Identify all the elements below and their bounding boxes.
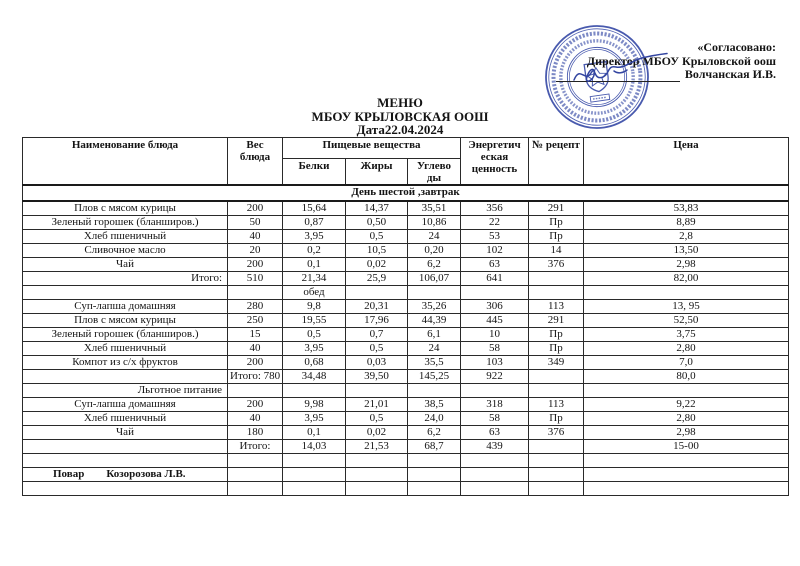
table-row bbox=[23, 342, 789, 356]
cell-energy: 306 bbox=[461, 300, 529, 314]
cell-name: Компот из с/х фруктов bbox=[23, 356, 228, 370]
header-row-1 bbox=[23, 138, 789, 159]
cell-weight: 40 bbox=[228, 342, 283, 356]
menu-table-body bbox=[23, 185, 789, 496]
cell-fat bbox=[346, 482, 408, 496]
table-row bbox=[23, 370, 789, 384]
section-row bbox=[23, 185, 789, 201]
cell-fat: 0,02 bbox=[346, 258, 408, 272]
cook-name: Козорозова Л.В. bbox=[106, 467, 186, 480]
cell-weight: 200 bbox=[228, 356, 283, 370]
cell-price: 2,8 bbox=[584, 230, 789, 244]
cell-fat: 21,53 bbox=[346, 440, 408, 454]
cell-carbs: 44,39 bbox=[408, 314, 461, 328]
cell-recipe bbox=[529, 468, 584, 482]
cell-protein: 15,64 bbox=[283, 201, 346, 216]
cell-energy bbox=[461, 384, 529, 398]
table-row bbox=[23, 398, 789, 412]
cell-name bbox=[23, 370, 228, 384]
cell-name bbox=[23, 468, 228, 482]
cell-price: 80,0 bbox=[584, 370, 789, 384]
cell-weight bbox=[228, 286, 283, 300]
cell-energy bbox=[461, 482, 529, 496]
cell-weight: 200 bbox=[228, 258, 283, 272]
header-carbs: Углево ды bbox=[408, 159, 461, 186]
table-row bbox=[23, 440, 789, 454]
cell-fat bbox=[346, 384, 408, 398]
cell-weight: Итого: 780 bbox=[228, 370, 283, 384]
cell-recipe: Пр bbox=[529, 216, 584, 230]
cell-protein: 34,48 bbox=[283, 370, 346, 384]
cell-carbs bbox=[408, 482, 461, 496]
cell-price bbox=[584, 482, 789, 496]
cell-price bbox=[584, 454, 789, 468]
menu-table-header bbox=[23, 138, 789, 186]
cell-protein bbox=[283, 454, 346, 468]
cell-recipe: 291 bbox=[529, 201, 584, 216]
cell-fat: 0,03 bbox=[346, 356, 408, 370]
cell-price: 9,22 bbox=[584, 398, 789, 412]
table-row bbox=[23, 300, 789, 314]
cell-protein: 9,8 bbox=[283, 300, 346, 314]
cell-recipe bbox=[529, 286, 584, 300]
cell-protein: 0,5 bbox=[283, 328, 346, 342]
cell-name: Чай bbox=[23, 258, 228, 272]
table-row bbox=[23, 482, 789, 496]
cell-protein: 3,95 bbox=[283, 342, 346, 356]
cell-protein: 9,98 bbox=[283, 398, 346, 412]
cell-carbs: 0,20 bbox=[408, 244, 461, 258]
cell-recipe bbox=[529, 454, 584, 468]
table-row bbox=[23, 272, 789, 286]
cell-name bbox=[23, 482, 228, 496]
cell-name: Хлеб пшеничный bbox=[23, 230, 228, 244]
cell-energy: 58 bbox=[461, 412, 529, 426]
cell-carbs bbox=[408, 384, 461, 398]
cell-weight bbox=[228, 482, 283, 496]
cell-price: 3,75 bbox=[584, 328, 789, 342]
cell-fat bbox=[346, 454, 408, 468]
header-protein: Белки bbox=[283, 159, 346, 186]
cell-carbs: 68,7 bbox=[408, 440, 461, 454]
cell-recipe: 14 bbox=[529, 244, 584, 258]
table-row bbox=[23, 286, 789, 300]
cell-price: 2,98 bbox=[584, 258, 789, 272]
cell-recipe: 291 bbox=[529, 314, 584, 328]
cell-energy: 10 bbox=[461, 328, 529, 342]
cell-price: 53,83 bbox=[584, 201, 789, 216]
cell-fat bbox=[346, 468, 408, 482]
cell-carbs: 6,1 bbox=[408, 328, 461, 342]
cell-protein: обед bbox=[283, 286, 346, 300]
table-row bbox=[23, 314, 789, 328]
cell-name: Итого: bbox=[23, 272, 228, 286]
cell-protein: 3,95 bbox=[283, 412, 346, 426]
cell-recipe: Пр bbox=[529, 230, 584, 244]
cell-fat: 0,50 bbox=[346, 216, 408, 230]
cell-energy: 445 bbox=[461, 314, 529, 328]
cell-weight: Итого: bbox=[228, 440, 283, 454]
cell-protein: 0,68 bbox=[283, 356, 346, 370]
cell-name: Льготное питание bbox=[23, 384, 228, 398]
cell-carbs: 38,5 bbox=[408, 398, 461, 412]
cell-recipe: 349 bbox=[529, 356, 584, 370]
cell-name: Суп-лапша домашняя bbox=[23, 300, 228, 314]
section-label: День шестой ,завтрак bbox=[23, 185, 789, 201]
cell-energy: 922 bbox=[461, 370, 529, 384]
cell-energy: 22 bbox=[461, 216, 529, 230]
cell-name: Плов с мясом курицы bbox=[23, 201, 228, 216]
cell-energy: 58 bbox=[461, 342, 529, 356]
cell-energy: 641 bbox=[461, 272, 529, 286]
cell-energy: 63 bbox=[461, 258, 529, 272]
cell-carbs bbox=[408, 286, 461, 300]
cell-protein: 0,1 bbox=[283, 258, 346, 272]
cell-energy: 318 bbox=[461, 398, 529, 412]
header-weight: Вес блюда bbox=[228, 138, 283, 186]
cell-name: Зеленый горошек (бланширов.) bbox=[23, 216, 228, 230]
cell-recipe bbox=[529, 482, 584, 496]
cell-weight: 40 bbox=[228, 230, 283, 244]
cell-energy: 102 bbox=[461, 244, 529, 258]
table-row bbox=[23, 426, 789, 440]
cell-recipe: Пр bbox=[529, 412, 584, 426]
cell-name: Плов с мясом курицы bbox=[23, 314, 228, 328]
cell-name: Чай bbox=[23, 426, 228, 440]
cell-fat: 10,5 bbox=[346, 244, 408, 258]
cell-fat: 0,5 bbox=[346, 342, 408, 356]
cell-price: 13,50 bbox=[584, 244, 789, 258]
cell-fat: 21,01 bbox=[346, 398, 408, 412]
cell-weight bbox=[228, 468, 283, 482]
cell-fat: 0,5 bbox=[346, 230, 408, 244]
cell-weight: 40 bbox=[228, 412, 283, 426]
table-row bbox=[23, 412, 789, 426]
cell-fat bbox=[346, 286, 408, 300]
cell-energy: 103 bbox=[461, 356, 529, 370]
cell-weight: 200 bbox=[228, 201, 283, 216]
cell-carbs: 145,25 bbox=[408, 370, 461, 384]
approval-director-label: Директор МБОУ Крыловской оош bbox=[586, 53, 776, 68]
cell-protein: 0,1 bbox=[283, 426, 346, 440]
cell-weight: 50 bbox=[228, 216, 283, 230]
cell-weight: 200 bbox=[228, 398, 283, 412]
cell-protein: 0,87 bbox=[283, 216, 346, 230]
title-menu: МЕНЮ bbox=[377, 95, 423, 110]
cell-recipe bbox=[529, 384, 584, 398]
title-school: МБОУ КРЫЛОВСКАЯ ООШ bbox=[311, 108, 489, 124]
cell-price bbox=[584, 384, 789, 398]
cell-price: 2,80 bbox=[584, 412, 789, 426]
cell-carbs: 106,07 bbox=[408, 272, 461, 286]
cell-protein: 3,95 bbox=[283, 230, 346, 244]
cell-protein bbox=[283, 468, 346, 482]
cell-weight: 20 bbox=[228, 244, 283, 258]
cell-name: Хлеб пшеничный bbox=[23, 412, 228, 426]
cell-price bbox=[584, 468, 789, 482]
cell-price: 52,50 bbox=[584, 314, 789, 328]
cell-recipe: 113 bbox=[529, 300, 584, 314]
cell-name bbox=[23, 440, 228, 454]
table-row bbox=[23, 244, 789, 258]
cell-name: Зеленый горошек (бланширов.) bbox=[23, 328, 228, 342]
approval-director-name: Волчанская И.В. bbox=[684, 67, 776, 81]
cell-price bbox=[584, 286, 789, 300]
cell-energy: 439 bbox=[461, 440, 529, 454]
cell-price: 2,80 bbox=[584, 342, 789, 356]
cell-recipe: Пр bbox=[529, 342, 584, 356]
cell-energy bbox=[461, 454, 529, 468]
cell-energy: 53 bbox=[461, 230, 529, 244]
cell-carbs: 35,26 bbox=[408, 300, 461, 314]
cell-recipe bbox=[529, 370, 584, 384]
cell-fat: 25,9 bbox=[346, 272, 408, 286]
header-dish-name: Наименование блюда bbox=[23, 138, 228, 186]
cell-name: Сливочное масло bbox=[23, 244, 228, 258]
cell-protein bbox=[283, 384, 346, 398]
table-row bbox=[23, 384, 789, 398]
cell-energy bbox=[461, 468, 529, 482]
approval-agreed-label: «Согласовано: bbox=[697, 40, 776, 54]
cell-fat: 17,96 bbox=[346, 314, 408, 328]
cell-recipe bbox=[529, 272, 584, 286]
table-row bbox=[23, 454, 789, 468]
cell-price: 15-00 bbox=[584, 440, 789, 454]
cell-name bbox=[23, 286, 228, 300]
cell-carbs: 6,2 bbox=[408, 426, 461, 440]
cell-carbs: 24 bbox=[408, 342, 461, 356]
cook-label: Повар bbox=[53, 467, 85, 480]
header-nutrients: Пищевые вещества bbox=[283, 138, 461, 159]
cell-price: 8,89 bbox=[584, 216, 789, 230]
header-price: Цена bbox=[584, 138, 789, 186]
cell-protein: 14,03 bbox=[283, 440, 346, 454]
table-row bbox=[23, 201, 789, 216]
cell-protein: 21,34 bbox=[283, 272, 346, 286]
cell-protein bbox=[283, 482, 346, 496]
cell-weight bbox=[228, 384, 283, 398]
cell-carbs: 6,2 bbox=[408, 258, 461, 272]
cell-name: Суп-лапша домашняя bbox=[23, 398, 228, 412]
cell-carbs: 35,5 bbox=[408, 356, 461, 370]
cell-protein: 19,55 bbox=[283, 314, 346, 328]
cell-weight: 180 bbox=[228, 426, 283, 440]
table-row bbox=[23, 230, 789, 244]
cell-energy: 356 bbox=[461, 201, 529, 216]
cell-carbs: 10,86 bbox=[408, 216, 461, 230]
cell-carbs bbox=[408, 468, 461, 482]
header-recipe-number: № рецепт bbox=[529, 138, 584, 186]
cell-price: 82,00 bbox=[584, 272, 789, 286]
table-row bbox=[23, 216, 789, 230]
cell-price: 13, 95 bbox=[584, 300, 789, 314]
cell-carbs: 24 bbox=[408, 230, 461, 244]
cell-weight: 510 bbox=[228, 272, 283, 286]
cell-energy bbox=[461, 286, 529, 300]
document-title bbox=[0, 96, 800, 137]
cell-energy: 63 bbox=[461, 426, 529, 440]
director-signature bbox=[570, 50, 670, 86]
table-row bbox=[23, 468, 789, 482]
cell-fat: 0,7 bbox=[346, 328, 408, 342]
cell-carbs bbox=[408, 454, 461, 468]
table-row bbox=[23, 258, 789, 272]
cell-name: Хлеб пшеничный bbox=[23, 342, 228, 356]
header-energy: Энергетич еская ценность bbox=[461, 138, 529, 186]
cell-recipe: 376 bbox=[529, 426, 584, 440]
cell-carbs: 35,51 bbox=[408, 201, 461, 216]
header-fat: Жиры bbox=[346, 159, 408, 186]
cell-fat: 14,37 bbox=[346, 201, 408, 216]
cell-weight: 280 bbox=[228, 300, 283, 314]
cell-price: 7,0 bbox=[584, 356, 789, 370]
table-row bbox=[23, 328, 789, 342]
cell-protein: 0,2 bbox=[283, 244, 346, 258]
cell-fat: 0,5 bbox=[346, 412, 408, 426]
cell-fat: 20,31 bbox=[346, 300, 408, 314]
cell-fat: 0,02 bbox=[346, 426, 408, 440]
cell-fat: 39,50 bbox=[346, 370, 408, 384]
cell-name bbox=[23, 454, 228, 468]
cell-recipe bbox=[529, 440, 584, 454]
cell-recipe: 113 bbox=[529, 398, 584, 412]
title-date: Дата22.04.2024 bbox=[356, 122, 444, 137]
cell-recipe: 376 bbox=[529, 258, 584, 272]
table-row bbox=[23, 356, 789, 370]
cell-carbs: 24,0 bbox=[408, 412, 461, 426]
cell-price: 2,98 bbox=[584, 426, 789, 440]
cell-weight bbox=[228, 454, 283, 468]
cell-recipe: Пр bbox=[529, 328, 584, 342]
cell-weight: 15 bbox=[228, 328, 283, 342]
cell-weight: 250 bbox=[228, 314, 283, 328]
menu-table bbox=[22, 137, 789, 496]
